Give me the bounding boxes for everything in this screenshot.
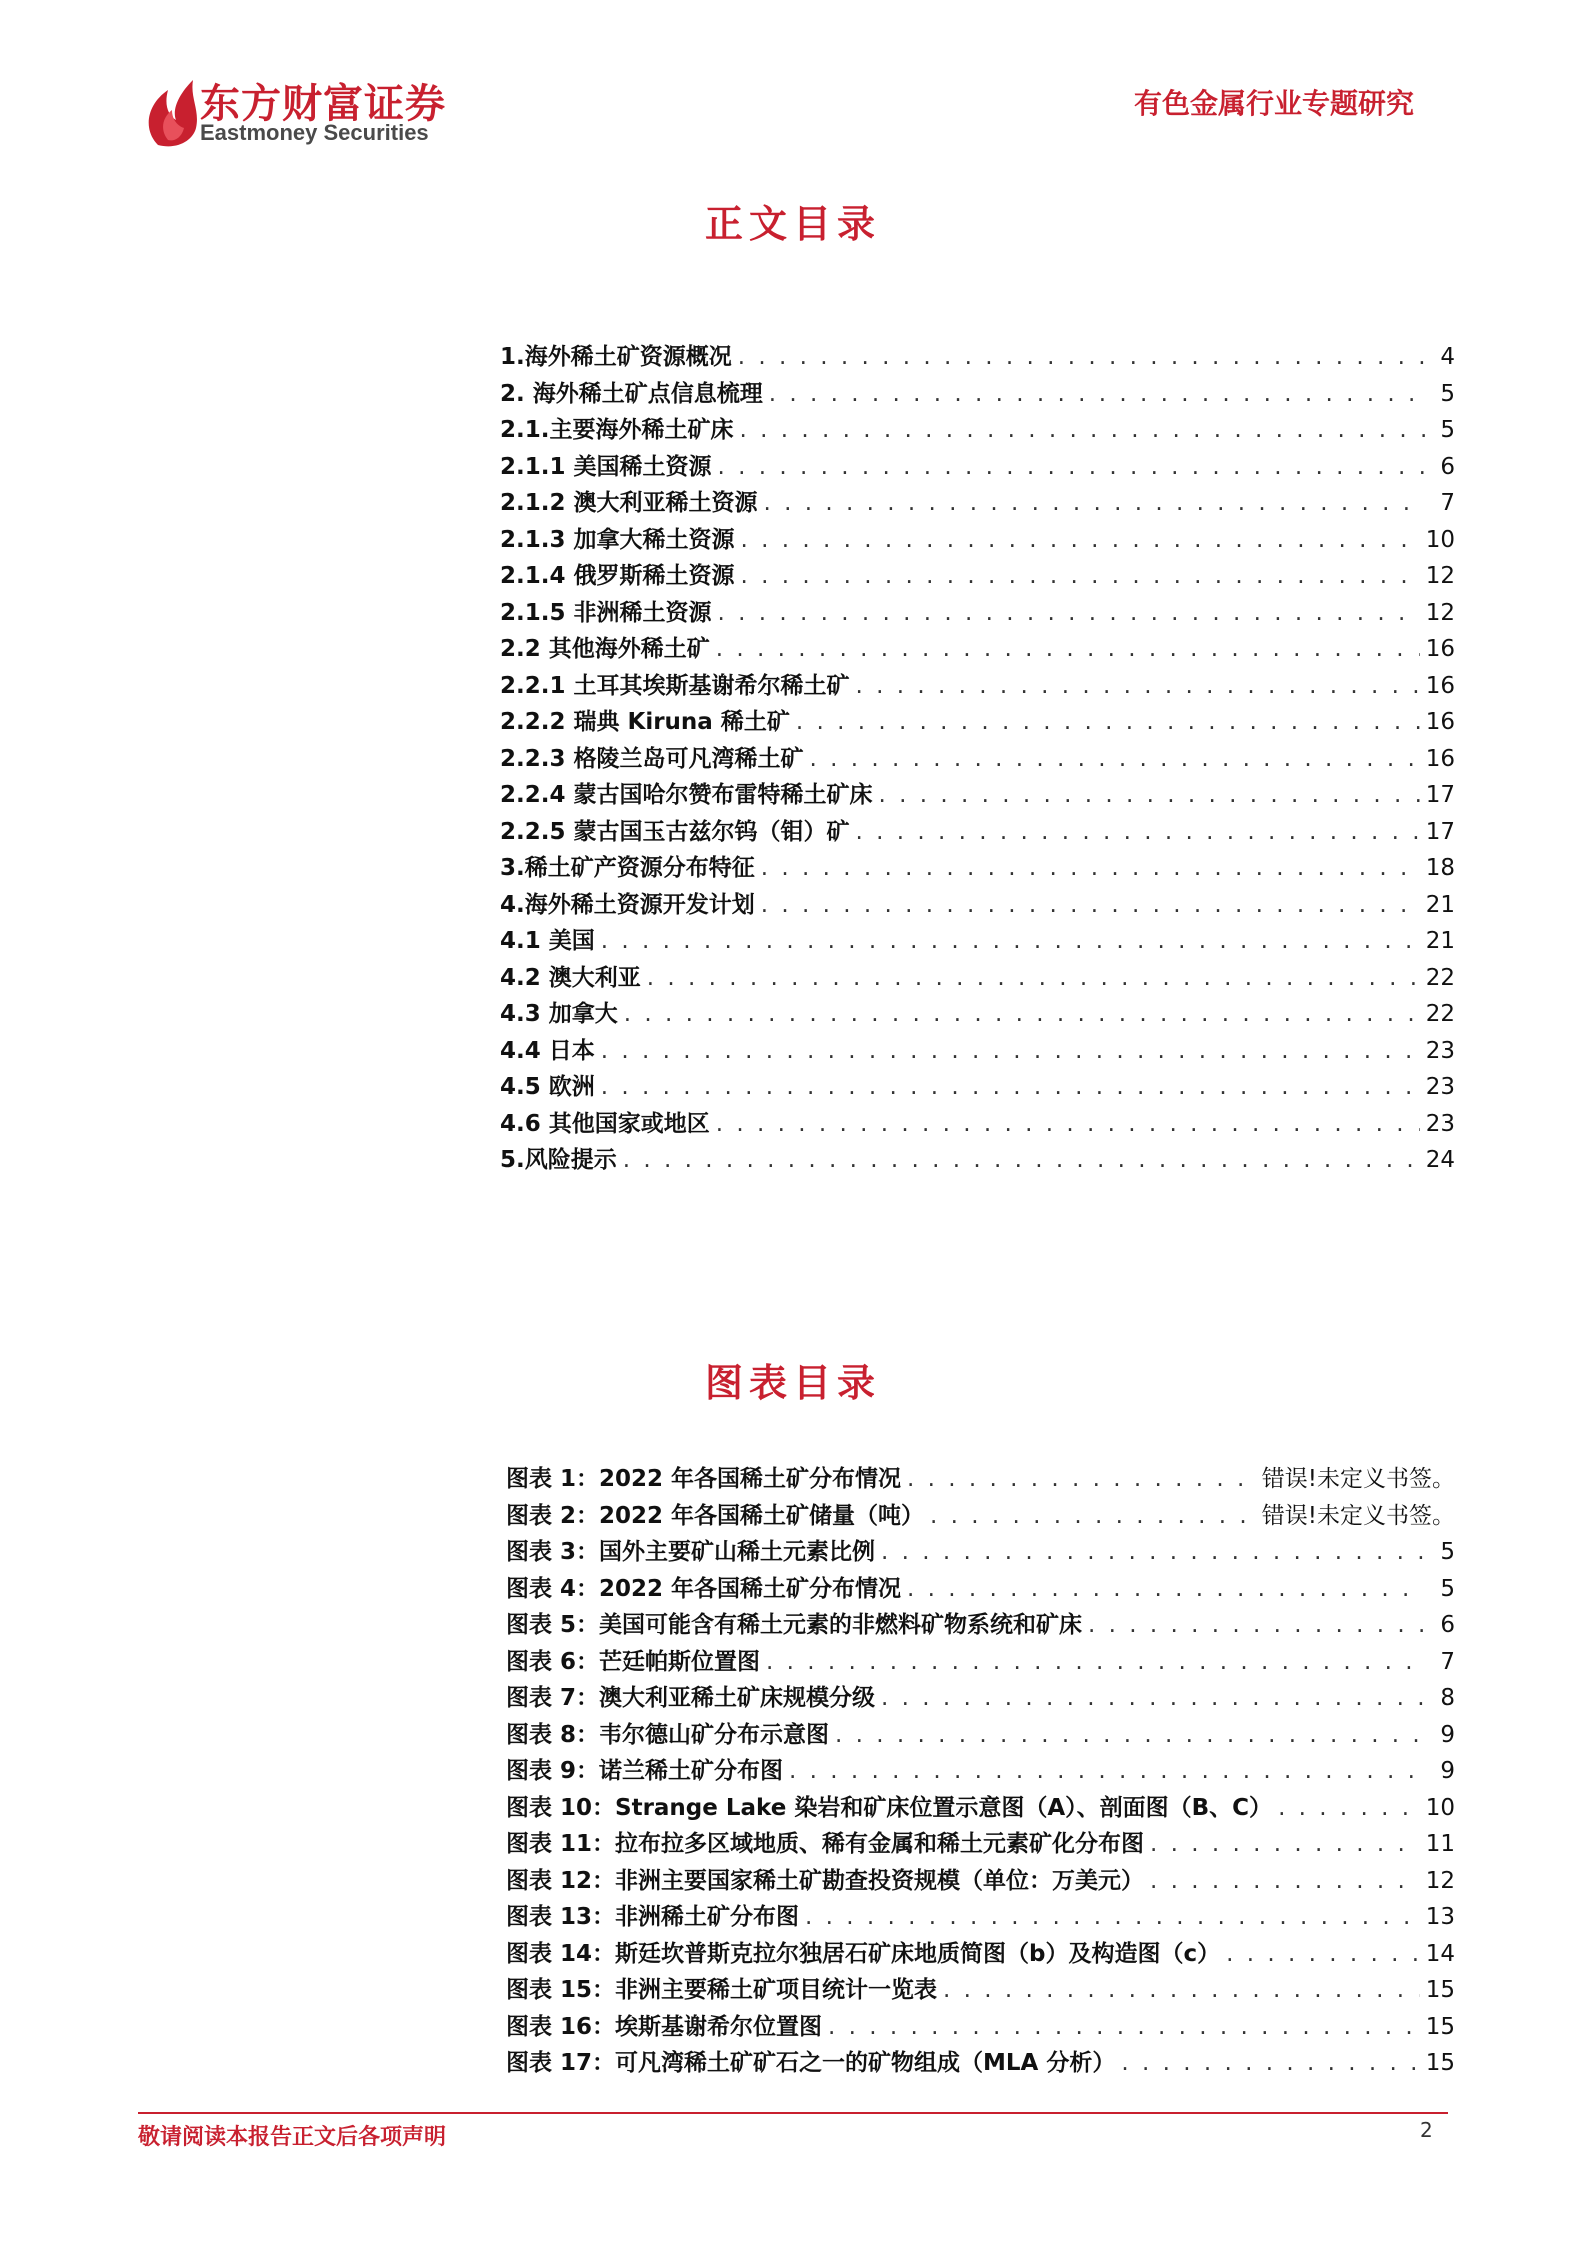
- main-toc-entry-page: 17: [1425, 818, 1455, 845]
- figure-toc-entry-label[interactable]: 图表 8：韦尔德山矿分布示意图: [506, 1721, 830, 1748]
- main-toc-entry-page: 22: [1425, 1001, 1455, 1027]
- main-toc-entry-page: 16: [1425, 636, 1455, 662]
- dot-leader: [624, 1001, 1420, 1027]
- main-toc-entry-page: 7: [1440, 490, 1455, 516]
- dot-leader: [1150, 1831, 1420, 1857]
- main-toc-entry-label[interactable]: 4.1 美国: [500, 928, 595, 954]
- report-type: 有色金属行业专题研究: [1133, 87, 1414, 120]
- dot-leader: [766, 1649, 1425, 1675]
- figure-toc-entry-label[interactable]: 图表 3：国外主要矿山稀土元素比例: [506, 1539, 876, 1565]
- dot-leader: [647, 965, 1420, 991]
- figure-toc-entry-page: 5: [1440, 1539, 1455, 1565]
- eastmoney-logo-icon: [138, 70, 208, 150]
- main-toc-entry-label[interactable]: 2.1.1 美国稀土资源: [500, 453, 712, 480]
- figure-toc-entry-label[interactable]: 图表 15：非洲主要稀土矿项目统计一览表: [506, 1977, 938, 2003]
- dot-leader: [796, 709, 1420, 735]
- main-toc-entry-label[interactable]: 2.2.2 瑞典 Kiruna 稀土矿: [500, 709, 790, 735]
- dot-leader: [718, 600, 1420, 626]
- main-toc-entry[interactable]: [500, 1068, 1455, 1105]
- figure-toc-entry-page: 15: [1425, 2050, 1455, 2076]
- main-toc-entry[interactable]: [500, 557, 1455, 594]
- figure-toc-entry-page: 11: [1425, 1831, 1455, 1857]
- dot-leader: [881, 1685, 1425, 1711]
- main-toc-entry[interactable]: [500, 1032, 1455, 1069]
- main-toc-entry[interactable]: [500, 922, 1455, 959]
- main-toc-entry-page: 16: [1425, 709, 1455, 735]
- figure-toc-entry[interactable]: [506, 1971, 1455, 2008]
- figure-toc-entry[interactable]: [506, 1497, 1455, 1534]
- main-toc-entry[interactable]: [500, 740, 1455, 777]
- dot-leader: [739, 417, 1425, 443]
- figure-toc-entry[interactable]: [506, 2008, 1455, 2045]
- dot-leader: [716, 636, 1420, 662]
- main-toc-entry-page: 22: [1425, 964, 1455, 991]
- dot-leader: [741, 527, 1420, 553]
- dot-leader: [789, 1758, 1425, 1784]
- main-toc-entry-page: 5: [1440, 417, 1455, 443]
- main-toc-entry-label[interactable]: 4.6 其他国家或地区: [500, 1110, 710, 1137]
- dot-leader: [716, 1111, 1420, 1137]
- dot-leader: [835, 1722, 1425, 1748]
- figure-toc-list: [506, 1460, 1455, 2081]
- main-toc-entry-page: 17: [1425, 782, 1455, 808]
- main-toc-list: [500, 338, 1455, 1178]
- main-toc-entry[interactable]: [500, 448, 1455, 485]
- figure-toc-entry-page: 10: [1425, 1794, 1455, 1821]
- main-toc-entry-label[interactable]: 2.1.4 俄罗斯稀土资源: [500, 563, 735, 589]
- dot-leader: [907, 1466, 1256, 1492]
- brand-name-cn: 东方财富证券: [200, 81, 446, 127]
- dot-leader: [601, 928, 1420, 954]
- main-toc-entry[interactable]: [500, 959, 1455, 996]
- main-toc-entry[interactable]: [500, 1105, 1455, 1142]
- figure-toc-entry-page: 15: [1425, 1977, 1455, 2003]
- footer-disclaimer[interactable]: 敬请阅读本报告正文后各项声明: [138, 2125, 447, 2150]
- dot-leader: [810, 746, 1420, 772]
- page-header: [0, 0, 1586, 160]
- main-toc-entry-label[interactable]: 4.3 加拿大: [500, 1001, 618, 1027]
- figure-toc-entry[interactable]: [506, 1533, 1455, 1570]
- figure-toc-entry-page: 7: [1440, 1648, 1455, 1675]
- main-toc-entry[interactable]: [500, 411, 1455, 448]
- main-toc-entry-label[interactable]: 4.5 欧洲: [500, 1074, 595, 1100]
- main-toc-entry-page: 10: [1425, 526, 1455, 553]
- main-toc-entry-page: 21: [1425, 928, 1455, 954]
- figure-toc-entry-page: 9: [1440, 1758, 1455, 1784]
- dot-leader: [601, 1038, 1420, 1064]
- main-toc-entry-page: 12: [1425, 563, 1455, 589]
- main-toc-entry-label[interactable]: 4.2 澳大利亚: [500, 964, 641, 991]
- dot-leader: [769, 381, 1425, 407]
- figure-toc-entry-label[interactable]: 图表 9：诺兰稀土矿分布图: [506, 1758, 784, 1784]
- main-toc-entry-label[interactable]: 4.海外稀土资源开发计划: [500, 891, 755, 918]
- dot-leader: [856, 819, 1420, 845]
- figure-toc-entry-label[interactable]: 图表 7：澳大利亚稀土矿床规模分级: [506, 1685, 876, 1711]
- main-toc-entry[interactable]: [500, 776, 1455, 813]
- figure-toc-entry-label[interactable]: 图表 12：非洲主要国家稀土矿勘查投资规模（单位：万美元）: [506, 1867, 1145, 1894]
- figure-toc-entry[interactable]: [506, 1716, 1455, 1753]
- main-toc-entry-label[interactable]: 1.海外稀土矿资源概况: [500, 344, 732, 370]
- dot-leader: [1121, 2050, 1419, 2076]
- figure-toc-entry-page: 6: [1440, 1612, 1455, 1638]
- main-toc-entry-page: 18: [1425, 855, 1455, 881]
- main-toc-entry-page: 24: [1425, 1147, 1455, 1173]
- dot-leader: [1088, 1612, 1425, 1638]
- dot-leader: [879, 782, 1420, 808]
- figure-toc-entry[interactable]: [506, 1935, 1455, 1972]
- main-toc-entry-label[interactable]: 2.2.4 蒙古国哈尔赞布雷特稀土矿床: [500, 782, 873, 808]
- dot-leader: [738, 344, 1425, 370]
- dot-leader: [761, 892, 1420, 918]
- main-toc-entry-label[interactable]: 2.2.1 土耳其埃斯基谢希尔稀土矿: [500, 672, 850, 699]
- main-toc-entry[interactable]: [500, 703, 1455, 740]
- dot-leader: [601, 1074, 1420, 1100]
- figure-toc-entry-label[interactable]: 图表 16：埃斯基谢希尔位置图: [506, 2013, 823, 2040]
- main-toc-entry[interactable]: [500, 849, 1455, 886]
- main-toc-entry-page: 23: [1425, 1074, 1455, 1100]
- main-toc-entry[interactable]: [500, 995, 1455, 1032]
- main-toc-entry-page: 16: [1425, 745, 1455, 772]
- main-toc-entry-page: 21: [1425, 891, 1455, 918]
- figure-toc-entry-label[interactable]: 图表 17：可凡湾稀土矿矿石之一的矿物组成（MLA 分析）: [506, 2050, 1116, 2076]
- dot-leader: [881, 1539, 1425, 1565]
- main-toc-entry-label[interactable]: 4.4 日本: [500, 1037, 595, 1064]
- figure-toc-entry[interactable]: [506, 1606, 1455, 1643]
- main-toc-entry[interactable]: [500, 886, 1455, 923]
- main-toc-entry[interactable]: [500, 813, 1455, 850]
- figure-toc-entry-label[interactable]: 图表 14：斯廷坎普斯克拉尔独居石矿床地质简图（b）及构造图（c）: [506, 1940, 1221, 1967]
- dot-leader: [1226, 1941, 1420, 1967]
- main-toc-entry-label[interactable]: 2.1.2 澳大利亚稀土资源: [500, 490, 758, 516]
- main-toc-entry[interactable]: [500, 375, 1455, 412]
- figure-toc-entry-page: 13: [1425, 1904, 1455, 1930]
- figure-toc-entry-page: 12: [1425, 1867, 1455, 1894]
- figure-toc-entry-page: 错误!未定义书签。: [1261, 1502, 1455, 1529]
- figure-toc-entry[interactable]: [506, 1862, 1455, 1899]
- main-toc-entry-page: 16: [1425, 672, 1455, 699]
- footer-divider: [138, 2112, 1448, 2114]
- figure-toc-entry[interactable]: [506, 1643, 1455, 1680]
- main-toc-entry[interactable]: [500, 1141, 1455, 1178]
- dot-leader: [930, 1503, 1256, 1529]
- main-toc-entry[interactable]: [500, 484, 1455, 521]
- figure-toc-entry-label[interactable]: 图表 13：非洲稀土矿分布图: [506, 1904, 800, 1930]
- figure-toc-entry-page: 9: [1440, 1721, 1455, 1748]
- figure-toc-entry[interactable]: [506, 1825, 1455, 1862]
- dot-leader: [907, 1576, 1425, 1602]
- dot-leader: [1150, 1868, 1420, 1894]
- figure-toc-entry[interactable]: [506, 1460, 1455, 1497]
- dot-leader: [718, 454, 1426, 480]
- figure-toc-entry[interactable]: [506, 2044, 1455, 2081]
- main-toc-entry-page: 23: [1425, 1037, 1455, 1064]
- dot-leader: [943, 1977, 1420, 2003]
- main-toc-entry[interactable]: [500, 338, 1455, 375]
- figure-toc-entry-label[interactable]: 图表 5：美国可能含有稀土元素的非燃料矿物系统和矿床: [506, 1612, 1083, 1638]
- figure-toc-entry-page: 15: [1425, 2013, 1455, 2040]
- dot-leader: [741, 563, 1420, 589]
- figure-toc-entry-label[interactable]: 图表 11：拉布拉多区域地质、稀有金属和稀土元素矿化分布图: [506, 1831, 1145, 1857]
- dot-leader: [805, 1904, 1420, 1930]
- figure-toc-entry[interactable]: [506, 1570, 1455, 1607]
- figure-toc-entry-page: 14: [1425, 1940, 1455, 1967]
- main-toc-entry-label[interactable]: 2.2.3 格陵兰岛可凡湾稀土矿: [500, 745, 804, 772]
- main-toc-entry-page: 23: [1425, 1110, 1455, 1137]
- figure-toc-entry-label[interactable]: 图表 6：芒廷帕斯位置图: [506, 1648, 761, 1675]
- main-toc-entry[interactable]: [500, 594, 1455, 631]
- main-toc-entry-label[interactable]: 2.2.5 蒙古国玉古兹尔钨（钼）矿: [500, 818, 850, 845]
- figure-toc-entry-label[interactable]: 图表 4：2022 年各国稀土矿分布情况: [506, 1575, 902, 1602]
- dot-leader: [764, 490, 1426, 516]
- brand-name-en: Eastmoney Securities: [200, 120, 429, 145]
- main-toc-entry[interactable]: [500, 521, 1455, 558]
- main-toc-entry-label[interactable]: 2. 海外稀土矿点信息梳理: [500, 380, 763, 407]
- figure-toc-entry-label[interactable]: 图表 1：2022 年各国稀土矿分布情况: [506, 1466, 902, 1492]
- main-toc-entry-page: 5: [1440, 380, 1455, 407]
- main-toc-entry-label[interactable]: 5.风险提示: [500, 1147, 617, 1173]
- figure-toc-title: 图表目录: [704, 1360, 881, 1405]
- main-toc-entry-page: 12: [1425, 599, 1455, 626]
- main-toc-title: 正文目录: [704, 201, 881, 246]
- main-toc-entry-label[interactable]: 2.1.5 非洲稀土资源: [500, 599, 712, 626]
- main-toc-entry-page: 4: [1440, 344, 1455, 370]
- figure-toc-entry-page: 8: [1440, 1685, 1455, 1711]
- main-toc-entry[interactable]: [500, 630, 1455, 667]
- figure-toc-entry-label[interactable]: 图表 10：Strange Lake 染岩和矿床位置示意图（A）、剖面图（B、C）: [506, 1794, 1273, 1821]
- figure-toc-entry-label[interactable]: 图表 2：2022 年各国稀土矿储量（吨）: [506, 1502, 925, 1529]
- figure-toc-entry-page: 5: [1440, 1575, 1455, 1602]
- main-toc-entry-label[interactable]: 3.稀土矿产资源分布特征: [500, 855, 755, 881]
- figure-toc-entry[interactable]: [506, 1752, 1455, 1789]
- figure-toc-entry-page: 错误!未定义书签。: [1261, 1466, 1455, 1492]
- dot-leader: [828, 2014, 1420, 2040]
- page-number: 2: [1420, 2118, 1433, 2142]
- main-toc-entry-label[interactable]: 2.2 其他海外稀土矿: [500, 636, 710, 662]
- main-toc-entry-label[interactable]: 2.1.3 加拿大稀土资源: [500, 526, 735, 553]
- main-toc-entry[interactable]: [500, 667, 1455, 704]
- figure-toc-entry[interactable]: [506, 1679, 1455, 1716]
- main-toc-entry-page: 6: [1440, 453, 1455, 480]
- dot-leader: [761, 855, 1420, 881]
- figure-toc-entry[interactable]: [506, 1789, 1455, 1826]
- main-toc-entry-label[interactable]: 2.1.主要海外稀土矿床: [500, 417, 734, 443]
- dot-leader: [856, 673, 1420, 699]
- dot-leader: [1278, 1795, 1420, 1821]
- figure-toc-entry[interactable]: [506, 1898, 1455, 1935]
- dot-leader: [623, 1147, 1420, 1173]
